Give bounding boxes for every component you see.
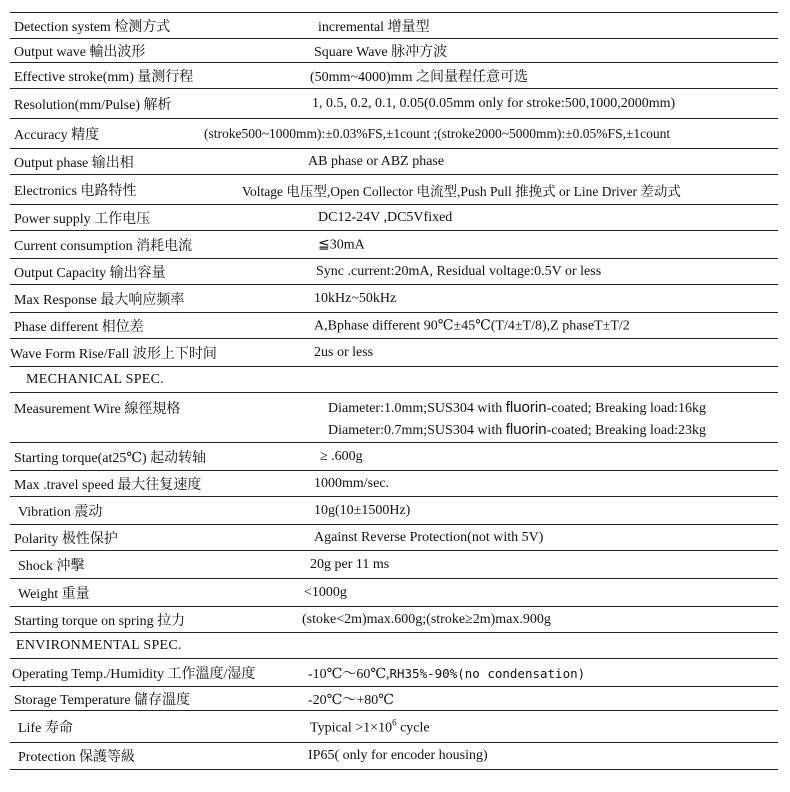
spec-row-life bbox=[10, 710, 778, 742]
wire-spec-text: -coated; Breaking load:23kg bbox=[546, 423, 706, 438]
row-label: Output wave 輸出波形 bbox=[14, 44, 146, 60]
spec-row-power-supply bbox=[10, 204, 778, 230]
row-value: incremental 增量型 bbox=[318, 19, 430, 35]
spec-row-max-travel-speed bbox=[10, 470, 778, 496]
section-heading-mechanical bbox=[10, 366, 778, 392]
humidity-range: RH35%-90%(no condensation) bbox=[389, 665, 586, 681]
row-label: Max Response 最大响应频率 bbox=[14, 292, 185, 308]
spec-row-storage-temperature bbox=[10, 686, 778, 710]
spec-row-spring-torque bbox=[10, 606, 778, 632]
spec-row-resolution bbox=[10, 88, 778, 118]
spec-row-output-wave bbox=[10, 38, 778, 62]
row-value: 1000mm/sec. bbox=[314, 475, 390, 491]
row-value: 10kHz~50kHz bbox=[314, 290, 397, 306]
row-value: 20g per 11 ms bbox=[310, 556, 390, 572]
row-label: Resolution(mm/Pulse) 解析 bbox=[14, 97, 172, 113]
row-value: Square Wave 脉冲方波 bbox=[314, 44, 448, 60]
spec-row-electronics bbox=[10, 174, 778, 204]
row-label: Starting torque on spring 拉力 bbox=[14, 613, 186, 629]
wire-spec-0-7mm bbox=[328, 421, 706, 439]
row-value: Against Reverse Protection(not with 5V) bbox=[314, 529, 544, 545]
row-value: <1000g bbox=[304, 584, 347, 600]
row-value bbox=[308, 663, 585, 683]
row-label: Life 寿命 bbox=[18, 720, 73, 736]
spec-row-wave-form-rise-fall bbox=[10, 338, 778, 366]
section-title: ENVIRONMENTAL SPEC. bbox=[16, 637, 182, 653]
wire-spec-1mm bbox=[328, 399, 706, 417]
row-label: Starting torque(at25℃) 起动转轴 bbox=[14, 450, 207, 466]
row-label: Effective stroke(mm) 量测行程 bbox=[14, 69, 194, 85]
spec-row-current-consumption bbox=[10, 230, 778, 258]
row-label: Detection system 检测方式 bbox=[14, 19, 171, 35]
row-label: Power supply 工作电压 bbox=[14, 211, 151, 227]
row-label: Wave Form Rise/Fall 波形上下时间 bbox=[10, 346, 217, 362]
life-unit: cycle bbox=[396, 719, 430, 735]
spec-row-vibration bbox=[10, 496, 778, 524]
row-label: Polarity 极性保护 bbox=[14, 531, 118, 547]
spec-row-max-response bbox=[10, 284, 778, 312]
spec-row-starting-torque bbox=[10, 442, 778, 470]
row-label: Electronics 电路特性 bbox=[14, 183, 137, 199]
row-label: Protection 保護等級 bbox=[18, 750, 136, 765]
spec-row-output-phase bbox=[10, 148, 778, 174]
row-value: AB phase or ABZ phase bbox=[308, 153, 445, 169]
row-label: Output Capacity 输出容量 bbox=[14, 265, 166, 281]
row-value: (stroke500~1000mm):±0.03%FS,±1count ;(stroke2000~5000mm):±0.05%FS,±1count bbox=[204, 125, 671, 141]
temperature-range: -10℃～60℃, bbox=[308, 666, 390, 682]
spec-row-shock bbox=[10, 550, 778, 578]
row-value: Voltage 电压型,Open Collector 电流型,Push Pull 推挽式 or Line Driver 差动式 bbox=[242, 183, 681, 199]
wire-coating-word: fluorin bbox=[505, 421, 547, 438]
row-value: IP65( only for encoder housing) bbox=[308, 748, 488, 763]
spec-row-accuracy bbox=[10, 118, 778, 148]
row-value bbox=[310, 717, 430, 736]
spec-table bbox=[10, 12, 778, 770]
section-heading-environmental bbox=[10, 632, 778, 658]
row-value: -20℃～+80℃ bbox=[308, 692, 394, 708]
spec-row-protection bbox=[10, 742, 778, 770]
row-label: Max .travel speed 最大往复速度 bbox=[14, 477, 202, 493]
spec-row-measurement-wire bbox=[10, 392, 778, 442]
row-value: (50mm~4000)mm 之间量程任意可选 bbox=[310, 69, 528, 85]
row-value: Sync .current:20mA, Residual voltage:0.5V or less bbox=[316, 263, 602, 279]
row-label: Vibration 震动 bbox=[18, 504, 103, 520]
row-label: Accuracy 精度 bbox=[14, 127, 100, 143]
section-title: MECHANICAL SPEC. bbox=[26, 371, 165, 387]
row-label: Current consumption 消耗电流 bbox=[14, 238, 193, 254]
spec-row-phase-different bbox=[10, 312, 778, 338]
row-value: ≥ .600g bbox=[320, 448, 363, 464]
wire-spec-text: Diameter:0.7mm;SUS304 with bbox=[328, 423, 506, 438]
row-value: DC12-24V ,DC5Vfixed bbox=[318, 209, 453, 225]
spec-row-output-capacity bbox=[10, 258, 778, 284]
wire-spec-text: -coated; Breaking load:16kg bbox=[546, 401, 706, 416]
row-value: 10g(10±1500Hz) bbox=[314, 502, 411, 518]
life-value: Typical >1×10 bbox=[310, 719, 393, 735]
row-label: Storage Temperature 儲存溫度 bbox=[14, 692, 191, 708]
wire-coating-word: fluorin bbox=[505, 399, 547, 416]
life-exponent: 6 bbox=[392, 717, 397, 728]
wire-spec-text: Diameter:1.0mm;SUS304 with bbox=[328, 401, 506, 416]
row-label: Measurement Wire 線徑規格 bbox=[14, 402, 181, 417]
row-label: Phase different 相位差 bbox=[14, 319, 144, 335]
spec-row-operating-temp-humidity bbox=[10, 658, 778, 686]
row-value: ≦30mA bbox=[318, 237, 365, 252]
spec-row-polarity bbox=[10, 524, 778, 550]
spec-row-effective-stroke bbox=[10, 62, 778, 88]
row-label: Output phase 输出相 bbox=[14, 155, 134, 171]
row-value: 1, 0.5, 0.2, 0.1, 0.05(0.05mm only for stroke:500,1000,2000mm) bbox=[312, 95, 676, 111]
row-value: (stoke<2m)max.600g;(stroke≥2m)max.900g bbox=[302, 611, 551, 627]
row-label: Weight 重量 bbox=[18, 586, 90, 602]
row-label: Operating Temp./Humidity 工作溫度/湿度 bbox=[12, 666, 256, 682]
spec-row-detection-system bbox=[10, 12, 778, 38]
row-value: 2us or less bbox=[314, 344, 374, 360]
row-label: Shock 沖擊 bbox=[18, 558, 85, 574]
row-value: A,Bphase different 90℃±45℃(T/4±T/8),Z phaseT±T/2 bbox=[314, 318, 630, 333]
spec-row-weight bbox=[10, 578, 778, 606]
